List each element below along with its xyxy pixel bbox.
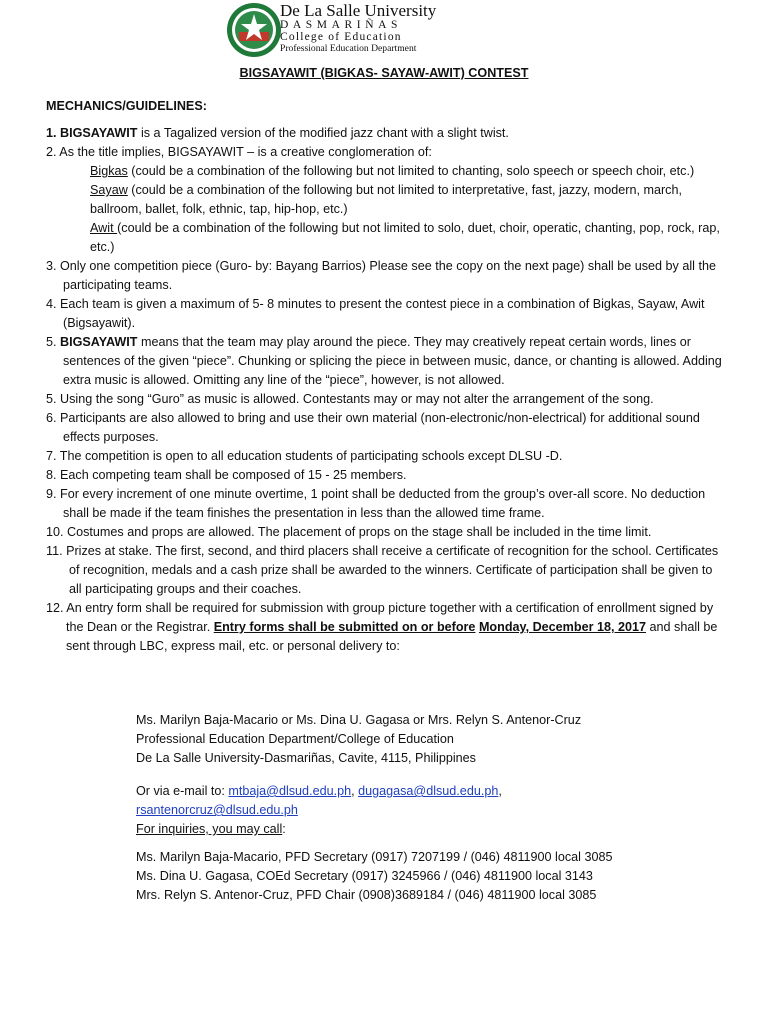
guideline-10: 10. Costumes and props are allowed. The placement of props on the stage shall be included in the time limit. [46, 525, 652, 539]
guideline-text: and shall be sent through LBC, express mail, etc. or personal delivery to: [66, 620, 718, 653]
item-number: 1. [46, 126, 57, 140]
campus-name: DASMARIÑAS [280, 19, 403, 31]
email-label: Or via e-mail to: [136, 784, 229, 798]
term-label: Awit [90, 221, 118, 235]
inquiries-label [136, 820, 736, 839]
guideline-11: 11. Prizes at stake. The first, second, and third placers shall receive a certificate of recognition for the school. Certificates of recognition, medals and a cash prize shall be awarded to the winners. Certificate of participation shall be given to all participating groups and their coaches. [46, 544, 719, 596]
email-link-dugagasa[interactable]: dugagasa@dlsud.edu.ph [358, 784, 499, 798]
term-text: (could be a combination of the following but not limited to chanting, solo speech or speech choir, etc.) [127, 164, 695, 178]
guideline-7: 7. The competition is open to all education students of participating schools except DLSU -D. [46, 449, 563, 463]
separator: , [351, 784, 359, 798]
guideline-2: 2. As the title implies, BIGSAYAWIT – is a creative conglomeration of: [46, 145, 432, 159]
phone-contacts [136, 848, 736, 905]
guideline-1 [46, 124, 728, 143]
contact-office: Professional Education Department/College of Education [136, 732, 454, 746]
college-name: College of Education [280, 31, 402, 43]
mailing-address [136, 711, 736, 768]
awit-definition [46, 219, 728, 257]
deadline-note: Entry forms shall be submitted on or before [213, 620, 476, 634]
phone-line-1: Ms. Marilyn Baja-Macario, PFD Secretary (0917) 7207199 / (046) 4811900 local 3085 [136, 850, 613, 864]
item-number: 5. [46, 335, 57, 349]
guideline-text: 12. An entry form shall be required for submission with group picture together with a certification of enrollment signed by the Dean or the Registrar. [46, 601, 714, 634]
guideline-5b: 5. Using the song “Guro” as music is allowed. Contestants may or may not alter the arrangement of the song. [46, 392, 654, 406]
email-link-mtbaja[interactable]: mtbaja@dlsud.edu.ph [228, 784, 352, 798]
university-seal-icon [226, 2, 282, 58]
email-line [136, 782, 736, 801]
contact-names: Ms. Marilyn Baja-Macario or Ms. Dina U. Gagasa or Mrs. Relyn S. Antenor-Cruz [136, 713, 582, 727]
term-label: Sayaw [90, 183, 128, 197]
bigkas-definition [46, 162, 728, 181]
section-heading: MECHANICS/GUIDELINES: [46, 99, 207, 113]
guideline-12 [46, 599, 728, 656]
guidelines-list [46, 124, 728, 656]
email-contacts [136, 782, 736, 839]
letterhead [226, 2, 526, 58]
guideline-6: 6. Participants are also allowed to bring and use their own material (non-electronic/non-electrical) for additional sound effects purposes. [46, 411, 700, 444]
guideline-text: is a Tagalized version of the modified jazz chant with a slight twist. [137, 126, 509, 140]
phone-line-3: Mrs. Relyn S. Antenor-Cruz, PFD Chair (0908)3689184 / (046) 4811900 local 3085 [136, 888, 597, 902]
guideline-9: 9. For every increment of one minute overtime, 1 point shall be deducted from the group’s over-all score. No deduction shall be made if the team finishes the presentation in less than the allowed time frame. [46, 487, 706, 520]
separator: , [498, 784, 502, 798]
guideline-5 [46, 333, 728, 390]
term-text: (could be a combination of the following but not limited to solo, duet, choir, operatic, chanting, pop, rock, rap, etc.) [90, 221, 720, 254]
university-name: De La Salle University [280, 1, 437, 20]
contact-address: De La Salle University-Dasmariñas, Cavite, 4115, Philippines [136, 751, 476, 765]
guideline-4: 4. Each team is given a maximum of 5- 8 minutes to present the contest piece in a combination of Bigkas, Sayaw, Awit (Bigsayawit). [46, 297, 705, 330]
letterhead-text [280, 2, 436, 54]
bold-term: BIGSAYAWIT [60, 126, 138, 140]
phone-line-2: Ms. Dina U. Gagasa, COEd Secretary (0917) 3245966 / (046) 4811900 local 3143 [136, 869, 593, 883]
deadline-date: Monday, December 18, 2017 [478, 620, 647, 634]
guideline-text: means that the team may play around the piece. They may creatively repeat certain words, lines or sentences of the given “piece”. Chunking or splicing the piece in between music, dance, or chanting is allowed. Adding extra music is allowed. Omitting any line of the “piece”, however, is not allowed. [63, 335, 722, 387]
bold-term: BIGSAYAWIT [60, 335, 138, 349]
colon: : [282, 822, 286, 836]
email-line-2 [136, 801, 736, 820]
term-label: Bigkas [90, 164, 128, 178]
department-name: Professional Education Department [280, 43, 417, 54]
term-text: (could be a combination of the following but not limited to interpretative, fast, jazzy, modern, march, ballroom, ballet, folk, ethnic, tap, hip-hop, etc.) [90, 183, 682, 216]
inquiries-text: For inquiries, you may call [136, 822, 283, 836]
guideline-3: 3. Only one competition piece (Guro- by: Bayang Barrios) Please see the copy on the next page) shall be used by all the participating teams. [46, 259, 716, 292]
email-link-rsantenorcruz[interactable]: rsantenorcruz@dlsud.edu.ph [136, 803, 298, 817]
document-title: BIGSAYAWIT (BIGKAS- SAYAW-AWIT) CONTEST [239, 66, 529, 80]
sayaw-definition [46, 181, 728, 219]
guideline-8: 8. Each competing team shall be composed of 15 - 25 members. [46, 468, 407, 482]
